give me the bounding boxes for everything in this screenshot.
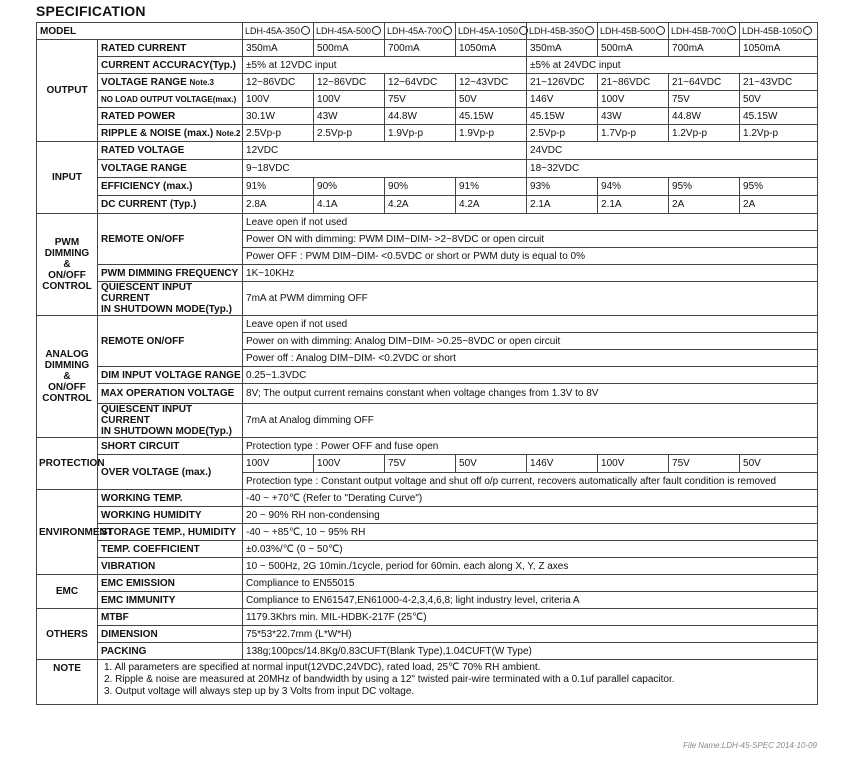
param-label-text: WORKING HUMIDITY <box>101 509 202 521</box>
table-row <box>37 541 818 558</box>
value-cell: Compliance to EN55015 <box>243 575 818 592</box>
model-name <box>527 23 598 40</box>
table-row <box>37 626 818 643</box>
param-label <box>98 384 243 404</box>
value-cell: 2A <box>740 196 818 214</box>
section-label: NOTE <box>37 660 98 705</box>
param-label <box>98 575 243 592</box>
section-label: PROTECTION <box>37 438 98 490</box>
model-name <box>385 23 456 40</box>
value-cell: 12VDC <box>243 142 527 160</box>
value-cell: 12~43VDC <box>456 74 527 91</box>
value-cell: 12~86VDC <box>314 74 385 91</box>
value-cell: 45.15W <box>456 108 527 125</box>
note-line: 2. Ripple & noise are measured at 20MHz of bandwidth by using a 12" twisted pair-wire terminated with a 0.1uf parallel capacitor. <box>104 674 675 685</box>
param-label-text: STORAGE TEMP., HUMIDITY <box>101 526 237 538</box>
value-cell: -40 ~ +70℃ (Refer to "Derating Curve") <box>243 490 818 507</box>
value-cell: 43W <box>598 108 669 125</box>
option-circle-icon <box>803 26 812 35</box>
param-label-text: CURRENT ACCURACY(Typ.) <box>101 59 236 71</box>
param-label-text: EFFICIENCY (max.) <box>101 181 193 192</box>
value-cell: 100V <box>598 455 669 473</box>
option-circle-icon <box>656 26 665 35</box>
param-label <box>98 558 243 575</box>
value-cell: 146V <box>527 91 598 108</box>
model-label: MODEL <box>37 23 243 40</box>
param-label-text: EMC EMISSION <box>101 577 175 589</box>
value-cell: 350mA <box>243 40 314 57</box>
model-name <box>598 23 669 40</box>
param-label-line: IN SHUTDOWN MODE(Typ.) <box>101 426 232 437</box>
table-row <box>37 316 818 333</box>
table-row <box>37 455 818 473</box>
param-label <box>98 74 243 91</box>
param-label <box>98 178 243 196</box>
value-cell: 1.2Vp-p <box>669 125 740 142</box>
value-cell: Leave open if not used <box>243 214 818 231</box>
table-row <box>37 265 818 282</box>
value-cell: 93% <box>527 178 598 196</box>
value-cell: -40 ~ +85℃, 10 ~ 95% RH <box>243 524 818 541</box>
value-cell: 2.5Vp-p <box>243 125 314 142</box>
param-label <box>98 404 243 438</box>
model-name-text: LDH-45B-350 <box>529 25 585 36</box>
param-label-line: QUIESCENT INPUT CURRENT <box>101 404 193 426</box>
section-label-line: CONTROL <box>42 393 92 404</box>
value-cell: 20 ~ 90% RH non-condensing <box>243 507 818 524</box>
value-cell: 50V <box>740 91 818 108</box>
spec-table-body <box>37 23 818 705</box>
value-cell: 45.15W <box>740 108 818 125</box>
value-cell: 1050mA <box>456 40 527 57</box>
value-cell: 21~64VDC <box>669 74 740 91</box>
option-circle-icon <box>372 26 381 35</box>
value-cell: 350mA <box>527 40 598 57</box>
value-cell: 1.9Vp-p <box>456 125 527 142</box>
section-label-line: PWM <box>54 237 80 248</box>
value-cell: 90% <box>314 178 385 196</box>
model-name-text: LDH-45A-500 <box>316 25 372 36</box>
value-cell: 1K~10KHz <box>243 265 818 282</box>
model-name <box>456 23 527 40</box>
value-cell: 21~43VDC <box>740 74 818 91</box>
param-label <box>98 125 243 142</box>
param-label-text: PACKING <box>101 645 147 657</box>
param-label-text: OVER VOLTAGE (max.) <box>101 466 212 478</box>
note-line: 1. All parameters are specified at normal input(12VDC,24VDC), rated load, 25℃ 70% RH ambient. <box>104 662 541 673</box>
value-cell: 500mA <box>598 40 669 57</box>
value-cell: 50V <box>740 455 818 473</box>
param-label <box>98 265 243 282</box>
table-row <box>37 23 818 40</box>
param-label-text: TEMP. COEFFICIENT <box>101 543 200 555</box>
value-cell: 94% <box>598 178 669 196</box>
value-cell: 146V <box>527 455 598 473</box>
value-cell: 91% <box>456 178 527 196</box>
param-label <box>98 455 243 490</box>
param-label-text: EMC IMMUNITY <box>101 594 176 606</box>
param-label <box>98 507 243 524</box>
value-cell: 100V <box>243 91 314 108</box>
table-row <box>37 74 818 91</box>
value-cell: 2A <box>669 196 740 214</box>
param-label <box>98 524 243 541</box>
value-cell: 21~86VDC <box>598 74 669 91</box>
model-name <box>740 23 818 40</box>
section-label: OTHERS <box>37 609 98 660</box>
model-name-text: LDH-45B-500 <box>600 25 656 36</box>
value-cell: 2.1A <box>527 196 598 214</box>
value-cell: 100V <box>314 91 385 108</box>
param-label-text: DC CURRENT (Typ.) <box>101 199 197 210</box>
section-label: OUTPUT <box>37 40 98 142</box>
section-label-line: CONTROL <box>42 281 92 292</box>
param-label-text: RATED POWER <box>101 110 176 122</box>
param-label <box>98 592 243 609</box>
param-label <box>98 609 243 626</box>
value-cell: Protection type : Power OFF and fuse open <box>243 438 818 455</box>
option-circle-icon <box>443 26 452 35</box>
value-cell: 2.5Vp-p <box>527 125 598 142</box>
section-label-line: ON/OFF <box>48 382 86 393</box>
value-cell: 2.8A <box>243 196 314 214</box>
table-row <box>37 404 818 438</box>
param-label-text: VOLTAGE RANGE <box>101 76 187 88</box>
param-label <box>98 108 243 125</box>
model-name <box>669 23 740 40</box>
value-cell: 50V <box>456 91 527 108</box>
param-label-text: REMOTE ON/OFF <box>101 335 185 347</box>
value-cell: 4.2A <box>456 196 527 214</box>
file-footer: File Name:LDH-45-SPEC 2014-10-09 <box>683 741 817 750</box>
table-row <box>37 575 818 592</box>
param-label-text: SHORT CIRCUIT <box>101 440 180 452</box>
value-cell: 4.2A <box>385 196 456 214</box>
param-label <box>98 316 243 367</box>
value-cell: Power OFF : PWM DIM~DIM- <0.5VDC or short or PWM duty is equal to 0% <box>243 248 818 265</box>
param-label <box>98 626 243 643</box>
value-cell: 75*53*22.7mm (L*W*H) <box>243 626 818 643</box>
param-label <box>98 57 243 74</box>
value-cell: Power off : Analog DIM~DIM- <0.2VDC or short <box>243 350 818 367</box>
value-cell: 90% <box>385 178 456 196</box>
value-cell: 30.1W <box>243 108 314 125</box>
option-circle-icon <box>519 26 528 35</box>
table-row <box>37 91 818 108</box>
table-row <box>37 178 818 196</box>
table-row <box>37 40 818 57</box>
table-row <box>37 384 818 404</box>
value-cell: Leave open if not used <box>243 316 818 333</box>
value-cell: 10 ~ 500Hz, 2G 10min./1cycle, period for 60min. each along X, Y, Z axes <box>243 558 818 575</box>
section-label: ENVIRONMENT <box>37 490 98 575</box>
value-cell: 95% <box>669 178 740 196</box>
value-cell: 43W <box>314 108 385 125</box>
model-name-text: LDH-45A-1050 <box>458 25 519 36</box>
table-row <box>37 196 818 214</box>
model-name-text: LDH-45A-700 <box>387 25 443 36</box>
param-label-text: NO LOAD OUTPUT VOLTAGE(max.) <box>101 94 237 104</box>
value-cell: 500mA <box>314 40 385 57</box>
param-label-text: PWM DIMMING FREQUENCY <box>101 267 239 279</box>
section-label-line: DIMMING <box>44 360 90 371</box>
value-cell: ±5% at 12VDC input <box>243 57 527 74</box>
section-label-line: & <box>63 259 71 270</box>
note-ref: Note.2 <box>216 128 241 138</box>
param-label <box>98 541 243 558</box>
param-label <box>98 643 243 660</box>
value-cell: 7mA at Analog dimming OFF <box>243 404 818 438</box>
table-row <box>37 558 818 575</box>
value-cell: 2.1A <box>598 196 669 214</box>
value-cell: Compliance to EN61547,EN61000-4-2,3,4,6,8; light industry level, criteria A <box>243 592 818 609</box>
value-cell: 12~86VDC <box>243 74 314 91</box>
model-name <box>243 23 314 40</box>
section-label-line: ANALOG <box>45 349 89 360</box>
param-label-text: DIMENSION <box>101 628 158 640</box>
note-line: 3. Output voltage will always step up by 3 Volts from input DC voltage. <box>104 686 415 697</box>
table-row <box>37 592 818 609</box>
model-name-text: LDH-45B-1050 <box>742 25 803 36</box>
model-name <box>314 23 385 40</box>
value-cell: 100V <box>598 91 669 108</box>
value-cell: 4.1A <box>314 196 385 214</box>
value-cell: 100V <box>243 455 314 473</box>
param-label-text: WORKING TEMP. <box>101 492 183 504</box>
param-label-text: MTBF <box>101 611 129 623</box>
value-cell: 1179.3Khrs min. MIL-HDBK-217F (25℃) <box>243 609 818 626</box>
section-label <box>37 316 98 438</box>
section-label <box>37 214 98 316</box>
value-cell: 1.9Vp-p <box>385 125 456 142</box>
value-cell: 700mA <box>669 40 740 57</box>
value-cell: Power ON with dimming: PWM DIM~DIM- >2~8VDC or open circuit <box>243 231 818 248</box>
table-row <box>37 438 818 455</box>
param-label-text: REMOTE ON/OFF <box>101 233 185 245</box>
value-cell: 75V <box>385 91 456 108</box>
section-label: EMC <box>37 575 98 609</box>
param-label <box>98 91 243 108</box>
table-row <box>37 490 818 507</box>
value-cell: 50V <box>456 455 527 473</box>
param-label-text: RIPPLE & NOISE (max.) <box>101 127 214 139</box>
value-cell: 24VDC <box>527 142 818 160</box>
model-name-text: LDH-45A-350 <box>245 25 301 36</box>
param-label <box>98 40 243 57</box>
param-label <box>98 214 243 265</box>
value-cell: 21~126VDC <box>527 74 598 91</box>
param-label-text: DIM INPUT VOLTAGE RANGE <box>101 369 241 381</box>
value-cell: 44.8W <box>385 108 456 125</box>
table-row <box>37 57 818 74</box>
notes-cell <box>98 660 818 705</box>
table-row <box>37 160 818 178</box>
param-label-line: IN SHUTDOWN MODE(Typ.) <box>101 304 232 315</box>
table-row <box>37 660 818 705</box>
param-label-text: VIBRATION <box>101 560 156 572</box>
value-cell: 1.2Vp-p <box>740 125 818 142</box>
option-circle-icon <box>727 26 736 35</box>
param-label-line: QUIESCENT INPUT CURRENT <box>101 282 193 304</box>
section-label-line: ON/OFF <box>48 270 86 281</box>
value-cell: 91% <box>243 178 314 196</box>
value-cell: 44.8W <box>669 108 740 125</box>
param-label <box>98 438 243 455</box>
param-label <box>98 367 243 384</box>
page-title: SPECIFICATION <box>36 3 146 19</box>
section-label-line: & <box>63 371 71 382</box>
value-cell: 75V <box>385 455 456 473</box>
table-row <box>37 142 818 160</box>
table-row <box>37 108 818 125</box>
value-cell: 138g;100pcs/14.8Kg/0.83CUFT(Blank Type),1.04CUFT(W Type) <box>243 643 818 660</box>
value-cell: 45.15W <box>527 108 598 125</box>
note-ref: Note.3 <box>189 77 214 87</box>
section-label: INPUT <box>37 142 98 214</box>
table-row <box>37 507 818 524</box>
value-cell: 95% <box>740 178 818 196</box>
value-cell: 2.5Vp-p <box>314 125 385 142</box>
value-cell: Power on with dimming: Analog DIM~DIM- >0.25~8VDC or open circuit <box>243 333 818 350</box>
value-cell: 12~64VDC <box>385 74 456 91</box>
value-cell: 0.25~1.3VDC <box>243 367 818 384</box>
model-name-text: LDH-45B-700 <box>671 25 727 36</box>
spec-table <box>36 22 818 705</box>
param-label <box>98 196 243 214</box>
value-cell: 75V <box>669 91 740 108</box>
value-cell: 9~18VDC <box>243 160 527 178</box>
table-row <box>37 214 818 231</box>
param-label <box>98 490 243 507</box>
table-row <box>37 609 818 626</box>
value-cell: Protection type : Constant output voltage and shut off o/p current, recovers automatically after fault condition is removed <box>243 473 818 490</box>
param-label-text: MAX OPERATION VOLTAGE <box>101 388 235 399</box>
table-row <box>37 125 818 142</box>
param-label <box>98 142 243 160</box>
value-cell: 1050mA <box>740 40 818 57</box>
table-row <box>37 282 818 316</box>
value-cell: 1.7Vp-p <box>598 125 669 142</box>
param-label <box>98 282 243 316</box>
param-label-text: RATED VOLTAGE <box>101 145 185 156</box>
table-row <box>37 367 818 384</box>
value-cell: ±5% at 24VDC input <box>527 57 818 74</box>
table-row <box>37 643 818 660</box>
option-circle-icon <box>585 26 594 35</box>
value-cell: 75V <box>669 455 740 473</box>
option-circle-icon <box>301 26 310 35</box>
value-cell: ±0.03%/℃ (0 ~ 50℃) <box>243 541 818 558</box>
section-label-line: DIMMING <box>44 248 90 259</box>
value-cell: 7mA at PWM dimming OFF <box>243 282 818 316</box>
value-cell: 100V <box>314 455 385 473</box>
table-row <box>37 524 818 541</box>
value-cell: 700mA <box>385 40 456 57</box>
value-cell: 18~32VDC <box>527 160 818 178</box>
value-cell: 8V; The output current remains constant when voltage changes from 1.3V to 8V <box>243 384 818 404</box>
param-label-text: RATED CURRENT <box>101 42 187 54</box>
param-label-text: VOLTAGE RANGE <box>101 163 187 174</box>
param-label <box>98 160 243 178</box>
